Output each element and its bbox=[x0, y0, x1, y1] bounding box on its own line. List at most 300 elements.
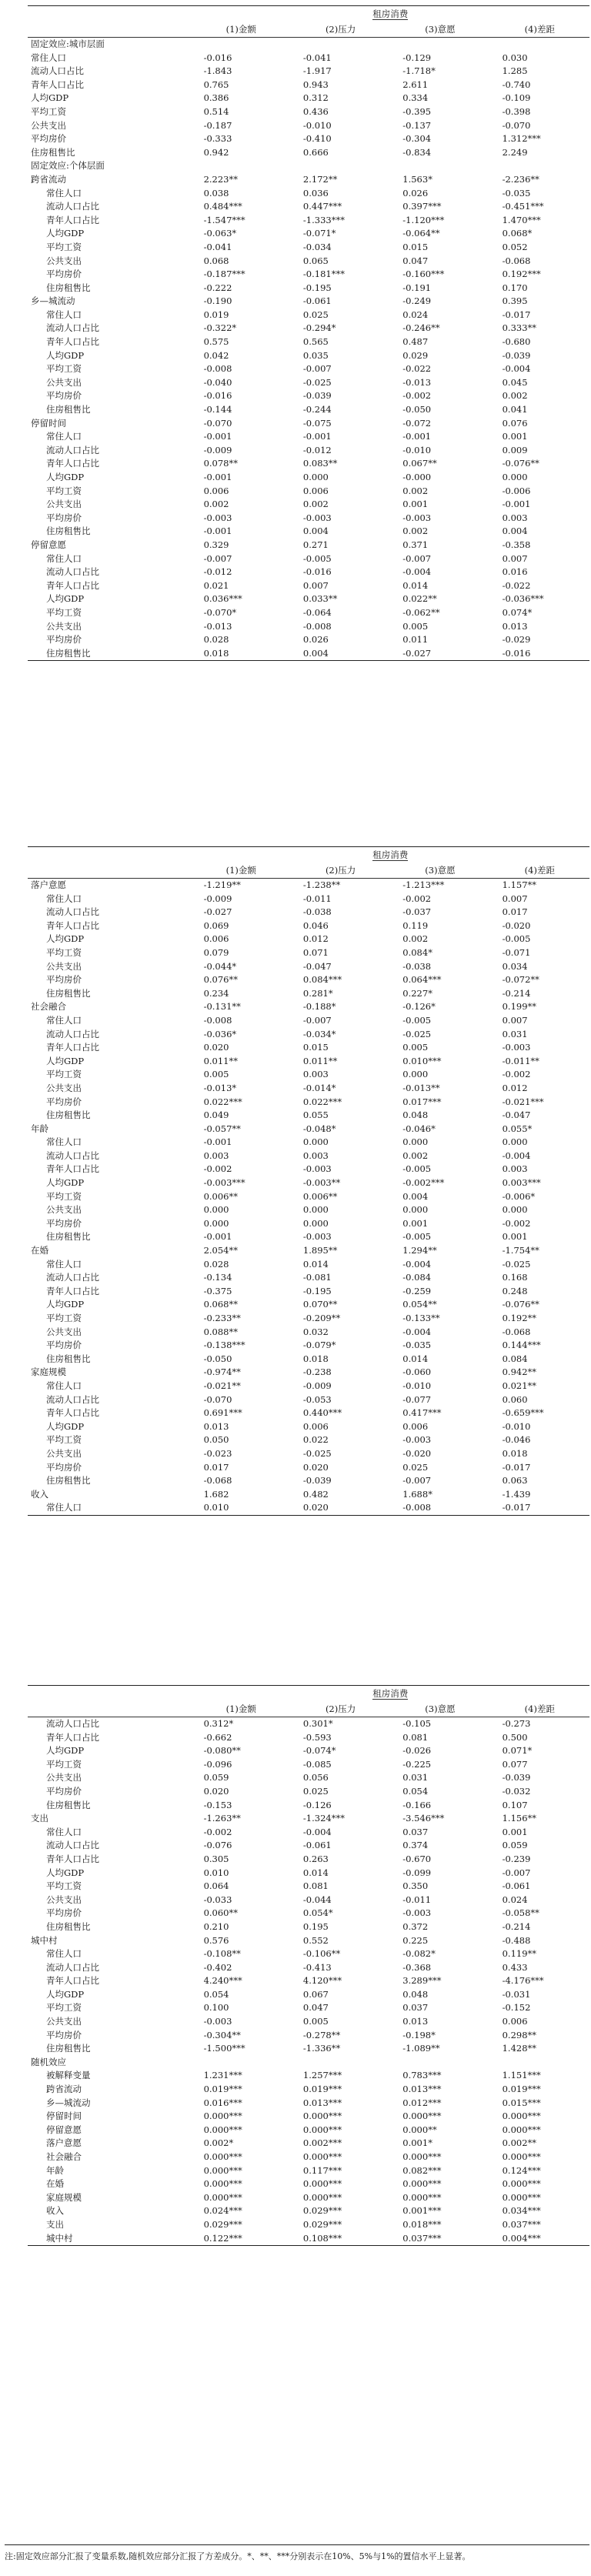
coefficient-cell: 0.015 bbox=[402, 241, 429, 252]
coefficient-cell: 0.514 bbox=[203, 105, 229, 117]
coefficient-cell: 0.002*** bbox=[302, 2137, 342, 2149]
coefficient-cell: 0.011** bbox=[203, 1055, 239, 1066]
table-row bbox=[28, 1826, 589, 1840]
coefficient-cell: 1.682 bbox=[203, 1488, 229, 1500]
variable-row bbox=[28, 1123, 589, 1136]
coefficient-cell: 1.157** bbox=[502, 879, 537, 890]
column-header: (4)差距 bbox=[490, 22, 589, 38]
coefficient-cell: 0.301* bbox=[302, 1718, 333, 1729]
row-label: 乡—城流动 bbox=[31, 295, 75, 307]
coefficient-cell: 0.117*** bbox=[302, 2164, 342, 2176]
variable-row bbox=[28, 1812, 589, 1826]
section-header-row bbox=[28, 159, 589, 173]
coefficient-cell: 0.436 bbox=[302, 105, 329, 117]
coefficient-cell: -0.050 bbox=[203, 1353, 232, 1364]
coefficient-cell: -0.009 bbox=[203, 444, 232, 455]
coefficient-cell: 0.003*** bbox=[502, 1177, 541, 1189]
coefficient-cell: -4.176*** bbox=[502, 1975, 544, 1987]
table-row bbox=[28, 1867, 589, 1880]
row-label: 青年人口占比 bbox=[46, 1853, 99, 1864]
row-label: 停留时间 bbox=[31, 417, 66, 429]
coefficient-cell: 0.119** bbox=[502, 1948, 537, 1960]
coefficient-cell: 0.006 bbox=[502, 2016, 528, 2027]
coefficient-cell: -0.025 bbox=[502, 1258, 531, 1270]
coefficient-cell: -1.219** bbox=[203, 879, 241, 890]
row-label: 年龄 bbox=[46, 2164, 64, 2176]
coefficient-cell: -0.044 bbox=[302, 1894, 332, 1905]
coefficient-cell: -0.080** bbox=[203, 1745, 241, 1757]
coefficient-cell: -0.001 bbox=[302, 431, 332, 442]
column-header: (3)意愿 bbox=[390, 863, 489, 879]
coefficient-cell: -0.395 bbox=[402, 105, 432, 117]
coefficient-cell: -0.076** bbox=[502, 1299, 539, 1310]
row-label: 平均房价 bbox=[46, 1217, 82, 1229]
coefficient-cell: -0.007 bbox=[402, 1475, 432, 1487]
table-row bbox=[28, 647, 589, 661]
table-row bbox=[28, 1501, 589, 1515]
table-row bbox=[28, 1461, 589, 1475]
coefficient-cell bbox=[192, 2056, 291, 2070]
table-row bbox=[28, 335, 589, 349]
coefficient-cell: 0.192** bbox=[502, 1313, 537, 1323]
row-label: 平均工资 bbox=[46, 1758, 82, 1770]
coefficient-cell: -0.001 bbox=[203, 472, 232, 482]
coefficient-cell: -1.336** bbox=[302, 2043, 341, 2054]
coefficient-cell: 0.021 bbox=[203, 579, 229, 591]
coefficient-cell: 0.234 bbox=[203, 987, 229, 999]
table-row bbox=[28, 498, 589, 512]
row-label: 公共支出 bbox=[46, 620, 82, 632]
row-label: 住房租售比 bbox=[46, 1799, 91, 1810]
table-row bbox=[28, 1393, 589, 1407]
coefficient-cell: -0.222 bbox=[203, 282, 232, 293]
coefficient-cell: -0.003 bbox=[203, 2016, 232, 2027]
table-row bbox=[28, 1420, 589, 1434]
table-2-column-header-row bbox=[28, 863, 589, 879]
coefficient-cell: 0.005 bbox=[402, 620, 429, 632]
table-row bbox=[28, 2001, 589, 2015]
coefficient-cell: -0.053 bbox=[302, 1393, 332, 1405]
coefficient-cell: 0.000*** bbox=[402, 2191, 442, 2203]
coefficient-cell: 0.312* bbox=[203, 1718, 234, 1729]
coefficient-cell: 0.013 bbox=[402, 2016, 429, 2027]
coefficient-cell: 0.019*** bbox=[203, 2084, 242, 2095]
coefficient-cell: -1.120*** bbox=[402, 214, 445, 225]
table-row bbox=[28, 2083, 589, 2097]
coefficient-cell: -0.358 bbox=[502, 539, 531, 550]
row-label: 平均工资 bbox=[46, 1880, 82, 1892]
coefficient-cell: -1.718* bbox=[402, 65, 436, 77]
coefficient-cell: -0.108** bbox=[203, 1948, 241, 1960]
coefficient-cell: 0.000*** bbox=[502, 2191, 541, 2203]
table-row bbox=[28, 893, 589, 906]
row-label: 城中村 bbox=[31, 1934, 58, 1946]
row-label: 流动人口占比 bbox=[46, 906, 99, 918]
coefficient-cell: 0.081 bbox=[402, 1731, 429, 1743]
coefficient-cell: -0.025 bbox=[402, 1028, 432, 1039]
column-header: (2)压力 bbox=[291, 863, 390, 879]
table-row bbox=[28, 946, 589, 960]
coefficient-cell: 0.395 bbox=[502, 295, 528, 307]
coefficient-cell: -0.021*** bbox=[502, 1096, 544, 1107]
regression-table-2 bbox=[28, 846, 589, 1516]
row-label: 平均房价 bbox=[46, 269, 82, 280]
coefficient-cell: -0.007 bbox=[302, 1014, 332, 1026]
coefficient-cell: 0.012 bbox=[302, 933, 329, 945]
coefficient-cell: -0.025 bbox=[302, 1447, 332, 1459]
coefficient-cell: -0.680 bbox=[502, 336, 531, 348]
coefficient-cell: 0.576 bbox=[203, 1934, 229, 1946]
row-label: 人均GDP bbox=[46, 1299, 85, 1310]
coefficient-cell: 0.060 bbox=[502, 1393, 528, 1405]
coefficient-cell: 0.018 bbox=[302, 1353, 329, 1364]
coefficient-cell: -1.547*** bbox=[203, 214, 245, 225]
coefficient-cell: 0.054** bbox=[402, 1299, 437, 1310]
row-label: 住房租售比 bbox=[46, 987, 91, 999]
table-row bbox=[28, 1285, 589, 1299]
coefficient-cell: -0.010 bbox=[402, 1380, 432, 1391]
table-row bbox=[28, 620, 589, 634]
table-row bbox=[28, 444, 589, 458]
coefficient-cell: 1.895** bbox=[302, 1245, 338, 1256]
row-label: 在婚 bbox=[46, 2178, 64, 2190]
coefficient-cell: -0.105 bbox=[402, 1718, 432, 1729]
row-label: 乡—城流动 bbox=[46, 2097, 91, 2108]
coefficient-cell: -0.368 bbox=[402, 1961, 432, 1973]
table-row bbox=[28, 1163, 589, 1176]
row-label: 常住人口 bbox=[46, 187, 82, 199]
coefficient-cell: 0.433 bbox=[502, 1961, 528, 1973]
coefficient-cell: 0.018*** bbox=[402, 2218, 442, 2230]
coefficient-cell: 0.067 bbox=[302, 1988, 329, 2000]
table-row bbox=[28, 322, 589, 335]
coefficient-cell: -0.044* bbox=[203, 960, 237, 972]
table-row bbox=[28, 1068, 589, 1082]
coefficient-cell: 0.248 bbox=[502, 1285, 528, 1296]
coefficient-cell: 0.552 bbox=[302, 1934, 329, 1946]
coefficient-cell: -0.064** bbox=[402, 228, 440, 239]
coefficient-cell: 0.000*** bbox=[502, 2111, 541, 2122]
row-label: 常住人口 bbox=[46, 1826, 82, 1837]
table-row bbox=[28, 1230, 589, 1244]
coefficient-cell: 0.002 bbox=[402, 485, 429, 496]
row-label: 流动人口占比 bbox=[46, 444, 99, 455]
coefficient-cell: -0.011** bbox=[502, 1055, 539, 1066]
coefficient-cell: -0.068 bbox=[203, 1475, 232, 1487]
row-label: 青年人口占比 bbox=[46, 1407, 99, 1419]
coefficient-cell: 0.001*** bbox=[402, 2205, 442, 2217]
variable-row bbox=[28, 417, 589, 431]
coefficient-cell: -0.007 bbox=[302, 363, 332, 375]
coefficient-cell: 0.108*** bbox=[291, 2232, 390, 2246]
coefficient-cell: -0.187 bbox=[203, 119, 232, 131]
coefficient-cell: -0.013 bbox=[402, 376, 432, 388]
coefficient-cell: -1.754** bbox=[502, 1245, 539, 1256]
coefficient-cell: -0.005 bbox=[402, 1163, 432, 1175]
row-label: 跨省流动 bbox=[31, 173, 66, 185]
row-label: 平均房价 bbox=[46, 974, 82, 986]
coefficient-cell: 0.000*** bbox=[302, 2124, 342, 2135]
coefficient-cell: 1.151*** bbox=[502, 2070, 541, 2081]
column-header: (1)金额 bbox=[192, 863, 291, 879]
coefficient-cell: -0.039 bbox=[502, 349, 531, 361]
coefficient-cell: 0.006 bbox=[402, 1420, 429, 1432]
coefficient-cell: 0.334 bbox=[402, 92, 429, 104]
table-2-group-header-row bbox=[28, 847, 589, 863]
coefficient-cell: -0.410 bbox=[302, 133, 332, 145]
coefficient-cell: 0.000*** bbox=[302, 2111, 342, 2122]
coefficient-cell: -0.003 bbox=[203, 512, 232, 523]
table-row bbox=[28, 255, 589, 269]
row-label: 平均工资 bbox=[46, 946, 82, 958]
table-row bbox=[28, 2124, 589, 2137]
coefficient-cell: 0.071 bbox=[302, 946, 329, 958]
row-label: 平均房价 bbox=[46, 634, 82, 646]
row-label: 常住人口 bbox=[46, 893, 82, 904]
coefficient-cell: -0.011 bbox=[402, 1894, 432, 1905]
coefficient-cell: 0.074* bbox=[502, 606, 533, 618]
table-row bbox=[28, 241, 589, 255]
row-label: 人均GDP bbox=[31, 92, 69, 104]
coefficient-cell: 0.012*** bbox=[402, 2097, 442, 2108]
table-row bbox=[28, 2232, 589, 2246]
coefficient-cell: -0.035 bbox=[402, 1340, 432, 1351]
coefficient-cell: -0.016 bbox=[203, 52, 232, 63]
coefficient-cell: -0.233** bbox=[203, 1313, 241, 1323]
coefficient-cell: 0.002 bbox=[402, 526, 429, 537]
coefficient-cell: -0.050 bbox=[402, 404, 432, 415]
coefficient-cell: 0.010*** bbox=[402, 1055, 442, 1066]
table-row bbox=[28, 1907, 589, 1920]
coefficient-cell: 0.004 bbox=[302, 526, 329, 537]
coefficient-cell: -0.008 bbox=[390, 1501, 489, 1515]
variable-row bbox=[28, 1244, 589, 1258]
table-row bbox=[28, 1988, 589, 2002]
coefficient-cell: -0.004 bbox=[502, 1150, 531, 1161]
coefficient-cell: 0.025 bbox=[302, 1785, 329, 1797]
coefficient-cell: -0.076** bbox=[502, 458, 539, 469]
coefficient-cell: 0.002 bbox=[302, 499, 329, 510]
coefficient-cell: -0.004 bbox=[402, 1326, 432, 1337]
coefficient-cell: 0.070** bbox=[302, 1299, 338, 1310]
coefficient-cell: 0.036 bbox=[302, 187, 329, 199]
regression-table-1 bbox=[28, 5, 589, 661]
coefficient-cell: -0.181*** bbox=[302, 269, 345, 280]
coefficient-cell: 0.000*** bbox=[203, 2178, 242, 2190]
coefficient-cell: 0.033** bbox=[302, 593, 338, 605]
coefficient-cell: 0.000 bbox=[502, 1204, 528, 1216]
coefficient-cell: 0.298** bbox=[502, 2029, 537, 2040]
row-label: 被解释变量 bbox=[46, 2070, 91, 2081]
coefficient-cell: 0.005 bbox=[402, 1042, 429, 1053]
row-label: 随机效应 bbox=[31, 2056, 66, 2067]
table-row bbox=[28, 525, 589, 539]
coefficient-cell: -1.213*** bbox=[402, 879, 445, 890]
coefficient-cell: -0.013 bbox=[203, 620, 232, 632]
coefficient-cell: -0.003 bbox=[302, 512, 332, 523]
coefficient-cell: 0.024 bbox=[402, 309, 429, 320]
coefficient-cell: -0.071 bbox=[502, 946, 531, 958]
coefficient-cell: 0.010 bbox=[203, 1867, 229, 1878]
coefficient-cell: 0.011 bbox=[402, 634, 429, 646]
coefficient-cell: 0.000** bbox=[402, 2124, 437, 2135]
coefficient-cell: 0.199** bbox=[502, 1001, 537, 1013]
coefficient-cell: 0.000*** bbox=[302, 2178, 342, 2190]
coefficient-cell: -0.063* bbox=[203, 228, 237, 239]
coefficient-cell: 0.000*** bbox=[203, 2111, 242, 2122]
coefficient-cell: -0.195 bbox=[302, 282, 332, 293]
coefficient-cell: 0.047 bbox=[402, 255, 429, 266]
coefficient-cell: -0.010 bbox=[402, 444, 432, 455]
coefficient-cell: 0.305 bbox=[203, 1853, 229, 1864]
coefficient-cell: 0.003 bbox=[203, 1150, 229, 1161]
coefficient-cell: 0.225 bbox=[402, 1934, 429, 1946]
coefficient-cell: -0.010 bbox=[302, 119, 332, 131]
coefficient-cell: -0.005 bbox=[402, 1231, 432, 1243]
table-row bbox=[28, 579, 589, 593]
table-row bbox=[28, 376, 589, 390]
table-row bbox=[28, 592, 589, 606]
row-label: 住房租售比 bbox=[46, 2043, 91, 2054]
coefficient-cell: 0.487 bbox=[402, 336, 429, 348]
coefficient-cell: -0.003 bbox=[402, 1907, 432, 1919]
coefficient-cell: 0.030 bbox=[502, 52, 528, 63]
coefficient-cell: -1.238** bbox=[302, 879, 341, 890]
table-row bbox=[28, 471, 589, 485]
coefficient-cell: 0.037 bbox=[402, 2002, 429, 2014]
coefficient-cell: 0.002 bbox=[402, 1150, 429, 1161]
coefficient-cell: 0.048 bbox=[402, 1109, 429, 1121]
coefficient-cell: 0.012 bbox=[502, 1082, 528, 1093]
coefficient-cell: 0.055 bbox=[302, 1109, 329, 1121]
coefficient-cell: -0.013* bbox=[203, 1082, 237, 1093]
coefficient-cell: 0.032 bbox=[302, 1326, 329, 1337]
column-header: (1)金额 bbox=[192, 22, 291, 38]
table-row bbox=[28, 1014, 589, 1028]
coefficient-cell: -0.246** bbox=[402, 322, 440, 334]
coefficient-cell: -0.029 bbox=[502, 634, 531, 646]
table-row bbox=[28, 1433, 589, 1447]
coefficient-cell: -0.017 bbox=[502, 309, 531, 320]
coefficient-cell: 0.000*** bbox=[302, 2151, 342, 2162]
coefficient-cell: 0.017 bbox=[502, 906, 528, 918]
row-label: 流动人口占比 bbox=[46, 322, 99, 334]
row-label: 常住人口 bbox=[46, 1014, 82, 1026]
coefficient-cell: -0.068 bbox=[502, 1326, 531, 1337]
row-label: 常住人口 bbox=[46, 1136, 82, 1148]
table-row bbox=[28, 2137, 589, 2151]
coefficient-cell: 0.000*** bbox=[402, 2178, 442, 2190]
coefficient-cell: 0.022*** bbox=[302, 1096, 342, 1107]
coefficient-cell: 0.029*** bbox=[302, 2218, 342, 2230]
table-row bbox=[28, 566, 589, 579]
variable-row bbox=[28, 1934, 589, 1948]
coefficient-cell: -0.278** bbox=[302, 2029, 341, 2040]
coefficient-cell: -0.004 bbox=[502, 363, 531, 375]
row-label: 收入 bbox=[46, 2205, 64, 2217]
coefficient-cell: 0.006 bbox=[302, 1420, 329, 1432]
coefficient-cell: 0.018 bbox=[192, 647, 291, 661]
coefficient-cell: 0.064 bbox=[203, 1880, 229, 1892]
coefficient-cell bbox=[390, 159, 489, 173]
coefficient-cell: 1.257*** bbox=[302, 2070, 342, 2081]
coefficient-cell: -0.047 bbox=[502, 1109, 531, 1121]
row-label: 跨省流动 bbox=[46, 2084, 82, 2095]
coefficient-cell: 0.001 bbox=[402, 1217, 429, 1229]
coefficient-cell: 0.374 bbox=[402, 1840, 429, 1851]
row-label: 平均房价 bbox=[46, 1461, 82, 1473]
coefficient-cell: -0.037 bbox=[402, 906, 432, 918]
coefficient-cell: 0.084*** bbox=[302, 974, 342, 986]
coefficient-cell: -0.035 bbox=[502, 187, 531, 199]
table-row bbox=[28, 214, 589, 228]
coefficient-cell: -0.031 bbox=[502, 1988, 531, 2000]
table-3-group-header-row bbox=[28, 1686, 589, 1702]
table-row bbox=[28, 1096, 589, 1109]
coefficient-cell: 0.007 bbox=[302, 579, 329, 591]
coefficient-cell: 0.037*** bbox=[390, 2232, 489, 2246]
coefficient-cell: -0.004 bbox=[302, 1826, 332, 1837]
table-row bbox=[28, 2151, 589, 2164]
coefficient-cell: 0.001* bbox=[402, 2137, 432, 2149]
row-label: 住房租售比 bbox=[31, 146, 75, 158]
table-row bbox=[28, 2069, 589, 2083]
table-1-group-header: 租房消费 bbox=[372, 8, 409, 19]
coefficient-cell: 0.034*** bbox=[502, 2205, 541, 2217]
coefficient-cell: 0.003 bbox=[502, 512, 528, 523]
row-label: 流动人口占比 bbox=[46, 1150, 99, 1161]
table-row bbox=[28, 1731, 589, 1745]
coefficient-cell: -0.012 bbox=[203, 566, 232, 578]
coefficient-cell: 0.021** bbox=[502, 1380, 537, 1391]
coefficient-cell: 0.002* bbox=[203, 2137, 234, 2149]
row-label: 公共支出 bbox=[46, 255, 82, 266]
coefficient-cell: -0.294* bbox=[302, 322, 336, 334]
row-label: 城中村 bbox=[28, 2232, 192, 2246]
coefficient-cell bbox=[390, 38, 489, 52]
coefficient-cell: -0.010 bbox=[502, 1420, 531, 1432]
coefficient-cell: -0.046 bbox=[502, 1434, 531, 1446]
coefficient-cell: 0.013 bbox=[502, 620, 528, 632]
row-label: 常住人口 bbox=[46, 552, 82, 564]
table-row bbox=[28, 1853, 589, 1867]
coefficient-cell: 0.014 bbox=[302, 1867, 329, 1878]
coefficient-cell bbox=[490, 2056, 589, 2070]
coefficient-cell: 0.037 bbox=[402, 1826, 429, 1837]
coefficient-cell: -0.304** bbox=[203, 2029, 241, 2040]
table-row bbox=[28, 1326, 589, 1340]
coefficient-cell: -0.076 bbox=[203, 1840, 232, 1851]
coefficient-cell: 0.076** bbox=[203, 974, 239, 986]
coefficient-cell: -0.002 bbox=[203, 1163, 232, 1175]
row-label: 人均GDP bbox=[46, 933, 85, 945]
table-2-body bbox=[28, 879, 589, 1516]
coefficient-cell: -0.007 bbox=[402, 552, 432, 564]
coefficient-cell: -1.917 bbox=[302, 65, 332, 77]
coefficient-cell: -3.546*** bbox=[402, 1813, 445, 1824]
table-row bbox=[28, 1028, 589, 1042]
table-row bbox=[28, 1799, 589, 1813]
coefficient-cell: -0.662 bbox=[203, 1731, 232, 1743]
coefficient-cell: -0.009 bbox=[203, 893, 232, 904]
row-label: 平均工资 bbox=[46, 1069, 82, 1080]
coefficient-cell: 0.013 bbox=[203, 1420, 229, 1432]
coefficient-cell: 0.333** bbox=[502, 322, 537, 334]
table-row bbox=[28, 552, 589, 566]
coefficient-cell: 0.005 bbox=[302, 2016, 329, 2027]
coefficient-cell: 0.016*** bbox=[203, 2097, 242, 2108]
coefficient-cell: -0.003*** bbox=[203, 1177, 245, 1189]
